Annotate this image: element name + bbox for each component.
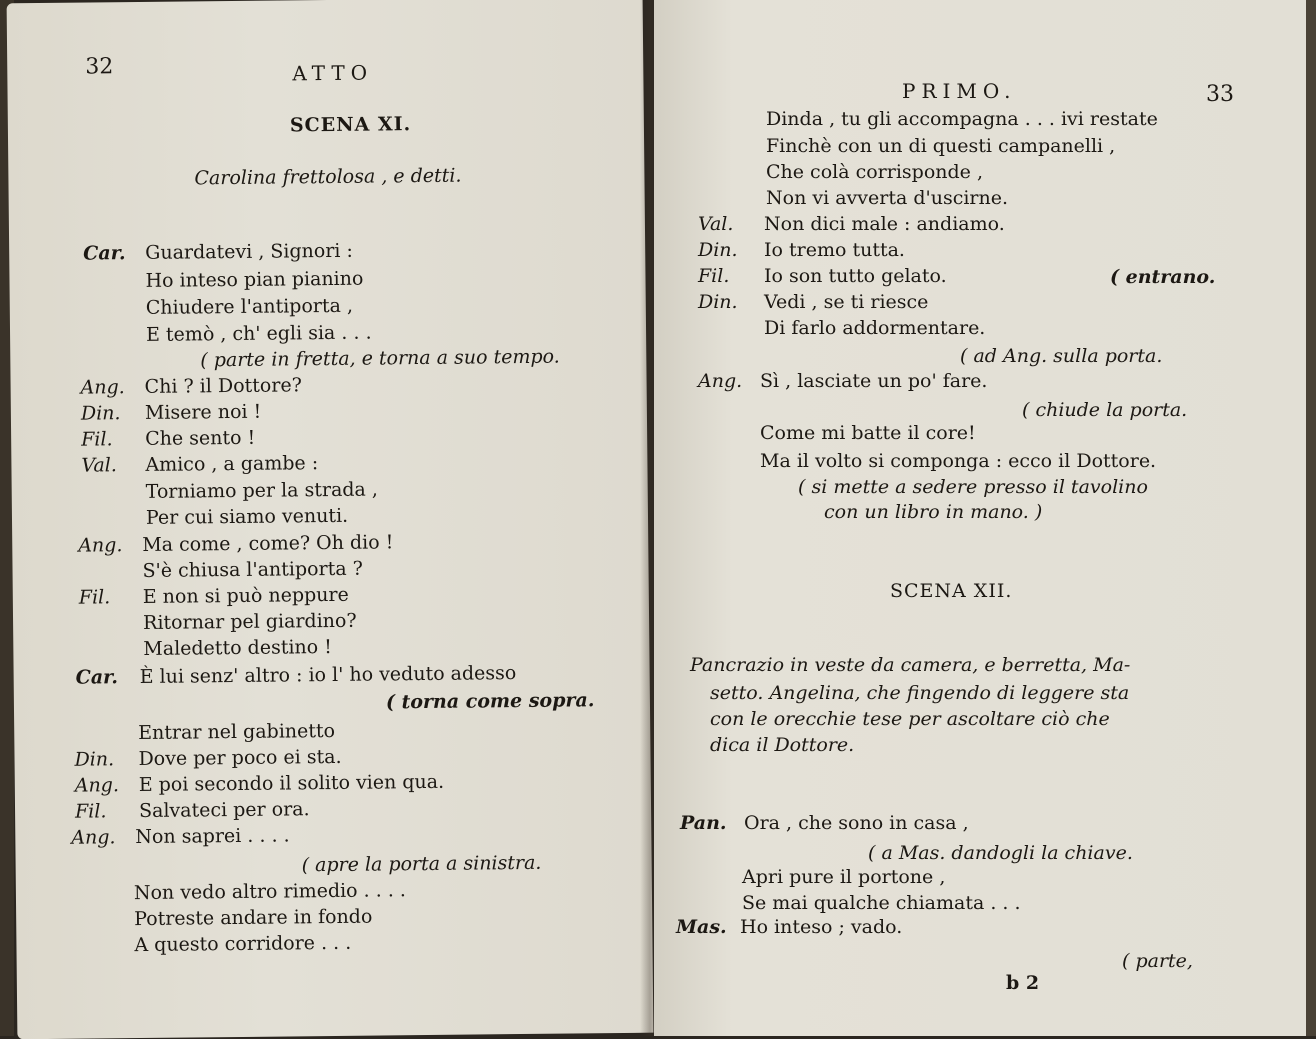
dialogue-line: Ho inteso ; vado.	[740, 916, 903, 938]
dialogue-line: Dinda , tu gli accompagna . . . ivi restate	[766, 108, 1158, 130]
speaker-label: Fil.	[74, 800, 107, 823]
stage-direction: ( apre la porta a sinistra.	[301, 851, 542, 877]
dialogue-line: Torniamo per la strada ,	[145, 478, 379, 503]
scene-description: Carolina frettolosa , e detti.	[194, 164, 462, 190]
speaker-label: Mas.	[676, 916, 727, 938]
speaker-label: Ang.	[78, 534, 123, 557]
dialogue-line: Chiudere l'antiporta ,	[145, 294, 354, 319]
dialogue-line: Vedi , se ti riesce	[764, 291, 929, 313]
dialogue-line: Finchè con un di questi campanelli ,	[766, 135, 1116, 157]
stage-direction: ( a Mas. dandogli la chiave.	[868, 842, 1133, 864]
stage-direction: con un libro in mano. )	[824, 501, 1043, 523]
left-page	[7, 0, 654, 1039]
running-head: PRIMO.	[902, 79, 1017, 103]
dialogue-line: Chi ? il Dottore?	[144, 374, 302, 398]
dialogue-line: Se mai qualche chiamata . . .	[742, 892, 1021, 914]
scene-title: SCENA XI.	[289, 113, 412, 137]
dialogue-line: Come mi batte il core!	[760, 422, 976, 444]
dialogue-line: Ho inteso pian pianino	[145, 267, 364, 292]
right-page	[654, 0, 1308, 1036]
dialogue-line: Di farlo addormentare.	[764, 317, 986, 339]
speaker-label: Din.	[698, 239, 738, 261]
dialogue-line: Non saprei . . . .	[135, 824, 290, 849]
stage-direction: ( parte in fretta, e torna a suo tempo.	[200, 345, 560, 372]
speaker-label: Car.	[75, 666, 119, 689]
scene-title: SCENA XII.	[890, 580, 1013, 602]
speaker-label: Fil.	[698, 265, 730, 287]
signature-mark: b 2	[1006, 972, 1040, 994]
dialogue-line: Maledetto destino !	[143, 635, 332, 660]
stage-direction: ( entrano.	[1110, 266, 1216, 288]
dialogue-line: E temò , ch' egli sia . . .	[145, 321, 372, 346]
scene-description-line: setto. Angelina, che fingendo di leggere sta	[710, 682, 1130, 704]
page-number: 32	[85, 54, 114, 80]
scene-description-line: Pancrazio in veste da camera, e berretta, Ma-	[690, 654, 1131, 676]
dialogue-line: Sì , lasciate un po' fare.	[760, 370, 988, 392]
dialogue-line: E poi secondo il solito vien qua.	[138, 770, 445, 797]
dialogue-line: Che colà corrisponde ,	[766, 161, 983, 183]
speaker-label: Ang.	[698, 370, 743, 392]
dialogue-line: Io son tutto gelato.	[764, 265, 947, 287]
dialogue-line: Misere noi !	[144, 400, 262, 424]
dialogue-line: E non si può neppure	[142, 583, 349, 608]
dialogue-line: Io tremo tutta.	[764, 239, 905, 261]
scene-description-line: con le orecchie tese per ascoltare ciò che	[710, 708, 1110, 730]
speaker-label: Val.	[698, 213, 734, 235]
running-head: ATTO	[292, 60, 374, 86]
dialogue-line: A questo corridore . . .	[134, 931, 352, 957]
stage-direction: ( si mette a sedere presso il tavolino	[798, 476, 1148, 498]
dialogue-line: Che sento !	[145, 426, 256, 450]
page-number: 33	[1206, 82, 1234, 107]
dialogue-line: Non vi avverta d'uscirne.	[766, 187, 1009, 209]
speaker-label: Car.	[83, 242, 126, 265]
dialogue-line: È lui senz' altro : io l' ho veduto adesso	[139, 662, 517, 689]
speaker-label: Fil.	[78, 586, 111, 609]
speaker-label: Din.	[80, 402, 121, 425]
book-edge-right	[1306, 0, 1316, 1036]
dialogue-line: Apri pure il portone ,	[742, 866, 946, 888]
dialogue-line: Guardatevi , Signori :	[145, 239, 353, 264]
dialogue-line: Per cui siamo venuti.	[145, 504, 349, 529]
dialogue-line: Entrar nel gabinetto	[138, 719, 336, 745]
stage-direction: ( torna come sopra.	[385, 689, 595, 714]
dialogue-line: Ora , che sono in casa ,	[744, 812, 969, 834]
speaker-label: Ang.	[71, 826, 116, 849]
speaker-label: Din.	[698, 291, 738, 313]
dialogue-line: Non vedo altro rimedio . . . .	[133, 879, 407, 905]
dialogue-line: Ma il volto si componga : ecco il Dottore.	[760, 450, 1157, 472]
dialogue-line: S'è chiusa l'antiporta ?	[142, 557, 363, 582]
speaker-label: Ang.	[80, 376, 125, 399]
stage-direction: ( chiude la porta.	[1022, 399, 1188, 421]
dialogue-line: Non dici male : andiamo.	[764, 213, 1005, 235]
scene-description-line: dica il Dottore.	[710, 734, 855, 756]
speaker-label: Ang.	[74, 774, 120, 797]
dialogue-line: Amico , a gambe :	[145, 452, 319, 476]
dialogue-line: Potreste andare in fondo	[134, 905, 373, 931]
dialogue-line: Ma come , come? Oh dio !	[142, 531, 394, 556]
dialogue-line: Dove per poco ei sta.	[138, 745, 342, 771]
speaker-label: Val.	[81, 454, 117, 477]
speaker-label: Din.	[74, 748, 115, 771]
dialogue-line: Salvateci per ora.	[138, 798, 310, 823]
stage-direction: ( parte,	[1122, 950, 1193, 972]
stage-direction: ( ad Ang. sulla porta.	[960, 345, 1163, 367]
dialogue-line: Ritornar pel giardino?	[142, 609, 357, 634]
speaker-label: Pan.	[680, 812, 727, 834]
speaker-label: Fil.	[81, 428, 113, 451]
